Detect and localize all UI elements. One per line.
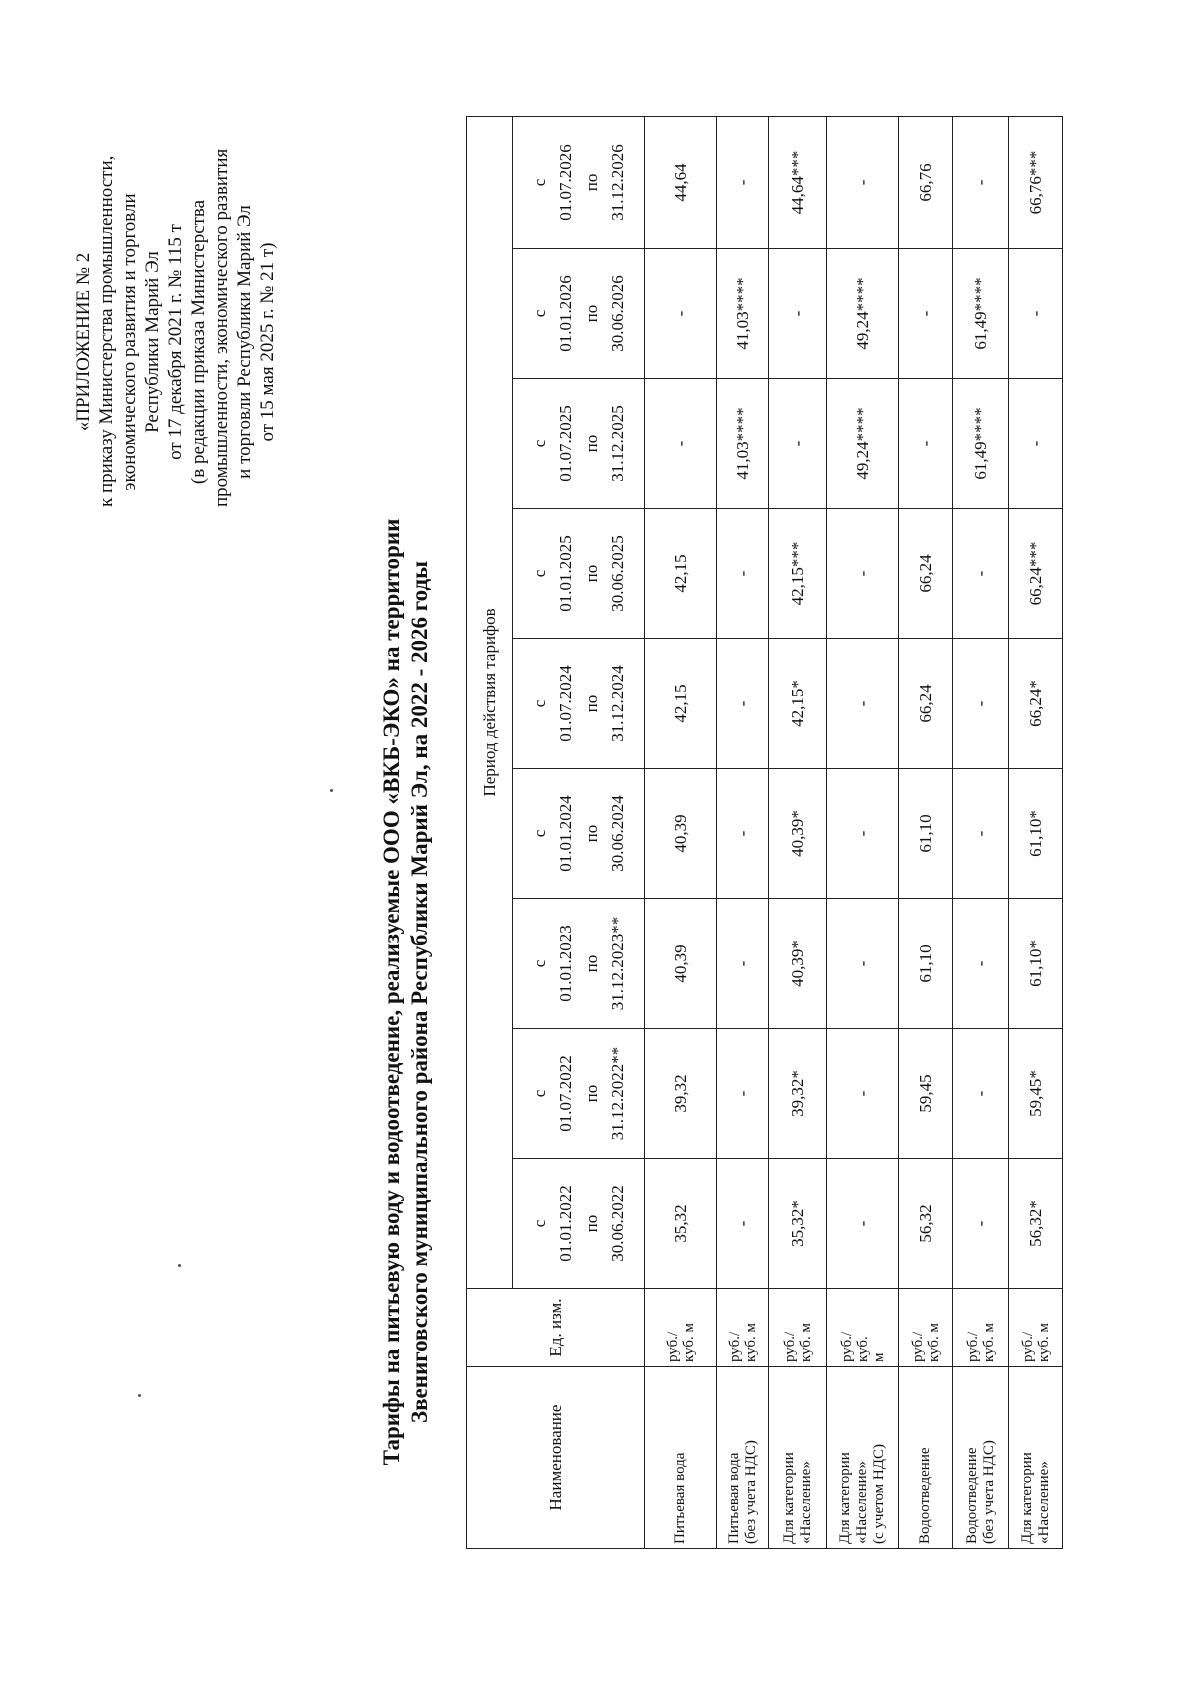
- period-header-cell: [513, 116, 645, 248]
- tariff-value-cell: 40,39*: [769, 769, 827, 899]
- tariff-value-cell: -: [827, 639, 899, 769]
- period-po: по: [581, 304, 601, 323]
- tariff-value-cell: 49,24****: [827, 379, 899, 509]
- row-unit-cell: [899, 1289, 953, 1367]
- tariff-value-cell: 66,76***: [1009, 116, 1063, 248]
- row-name-line: (без учета НДС): [980, 1440, 997, 1544]
- period-po: по: [581, 434, 601, 453]
- period-from: 01.01.2023: [555, 925, 575, 1002]
- tariff-value-cell: -: [899, 249, 953, 379]
- period-c: с: [529, 309, 549, 318]
- tariff-table-body: [645, 116, 1063, 1548]
- tariff-value-cell: -: [953, 1159, 1009, 1289]
- table-row: [827, 116, 899, 1548]
- period-to: 31.12.2024: [607, 665, 627, 742]
- scan-speck: [330, 789, 333, 792]
- header-line: Республики Марий Эл: [142, 251, 163, 433]
- tariff-value-cell: 61,10: [899, 899, 953, 1029]
- period-header-cell: [513, 1159, 645, 1289]
- tariff-value-cell: -: [827, 509, 899, 639]
- row-name-line: Для категории: [1018, 1452, 1035, 1544]
- tariff-value-cell: 61,49****: [953, 379, 1009, 509]
- row-unit-line: руб./: [726, 1331, 743, 1362]
- period-c: с: [529, 699, 549, 708]
- period-c: с: [529, 178, 549, 187]
- period-to: 30.06.2025: [607, 535, 627, 612]
- tariff-value-cell: 49,24****: [827, 249, 899, 379]
- tariff-value-cell: -: [717, 769, 769, 899]
- period-to: 31.12.2025: [607, 405, 627, 482]
- tariff-value-cell: 61,10*: [1009, 899, 1063, 1029]
- title-line-1: Тарифы на питьевую воду и водоотведение, реализуемые ООО «ВКБ-ЭКО» на территории: [379, 518, 404, 1466]
- tariff-value-cell: -: [717, 899, 769, 1029]
- period-c: с: [529, 829, 549, 838]
- row-unit-line: м: [870, 1352, 887, 1362]
- scan-speck: [138, 1394, 141, 1397]
- period-c: с: [529, 439, 549, 448]
- tariff-value-cell: -: [645, 379, 717, 509]
- tariff-value-cell: 59,45*: [1009, 1029, 1063, 1159]
- tariff-value-cell: -: [717, 509, 769, 639]
- period-from: 01.07.2022: [555, 1055, 575, 1132]
- tariff-value-cell: -: [1009, 379, 1063, 509]
- tariff-value-cell: 41,03****: [717, 249, 769, 379]
- tariff-value-cell: -: [953, 639, 1009, 769]
- tariff-value-cell: 61,49****: [953, 249, 1009, 379]
- row-name-line: «Население»: [1035, 1461, 1052, 1544]
- document-title: [378, 427, 434, 1557]
- table-row: [645, 116, 717, 1548]
- period-from: 01.01.2026: [555, 275, 575, 352]
- tariff-value-cell: 35,32*: [769, 1159, 827, 1289]
- period-from: 01.01.2025: [555, 535, 575, 612]
- row-name-line: Для категории: [780, 1452, 797, 1544]
- row-unit-cell: [1009, 1289, 1063, 1367]
- tariff-value-cell: -: [827, 1029, 899, 1159]
- tariff-value-cell: 40,39: [645, 769, 717, 899]
- header-line: промышленности, экономического развития: [211, 148, 232, 507]
- header-line: «ПРИЛОЖЕНИЕ № 2: [73, 252, 94, 432]
- header-line: (в редакции приказа Министерства: [188, 199, 209, 485]
- tariff-value-cell: 66,24: [899, 639, 953, 769]
- period-po: по: [581, 1084, 601, 1103]
- period-header-cell: [513, 249, 645, 379]
- period-to: 31.12.2023**: [607, 916, 627, 1011]
- period-header-cell: [513, 379, 645, 509]
- tariff-value-cell: -: [827, 769, 899, 899]
- row-name-line: (с учетом НДС): [871, 1444, 887, 1544]
- header-line: от 17 декабря 2021 г. № 115 т: [165, 224, 186, 460]
- header-line: к приказу Министерства промышленности,: [96, 155, 117, 507]
- tariff-value-cell: -: [953, 509, 1009, 639]
- header-line: и торговли Республики Марий Эл: [234, 205, 255, 479]
- tariff-value-cell: -: [827, 899, 899, 1029]
- title-line-2: Звениговского муниципального района Республики Марий Эл, на 2022 - 2026 годы: [407, 560, 432, 1424]
- row-name-cell: [645, 1367, 717, 1549]
- period-c: с: [529, 1089, 549, 1098]
- tariff-value-cell: -: [827, 1159, 899, 1289]
- row-unit-line: куб. м: [980, 1322, 997, 1362]
- row-unit-line: руб./: [1019, 1331, 1036, 1362]
- tariff-value-cell: 66,24: [899, 509, 953, 639]
- tariff-value-cell: 61,10*: [1009, 769, 1063, 899]
- table-row: [717, 116, 769, 1548]
- period-po: по: [581, 173, 601, 192]
- row-unit-line: куб. м: [925, 1322, 942, 1362]
- period-to: 30.06.2024: [607, 795, 627, 872]
- period-c: с: [529, 569, 549, 578]
- period-to: 31.12.2026: [607, 144, 627, 221]
- row-name-cell: [953, 1367, 1009, 1549]
- row-unit-cell: [645, 1289, 717, 1367]
- row-name-line: Для категории: [837, 1452, 853, 1544]
- period-header-cell: [513, 1029, 645, 1159]
- period-from: 01.07.2025: [555, 405, 575, 482]
- header-line: экономического развития и торговли: [119, 193, 140, 491]
- tariff-value-cell: 66,24***: [1009, 509, 1063, 639]
- tariff-value-cell: 44,64: [645, 116, 717, 248]
- row-name-cell: [717, 1367, 769, 1549]
- period-from: 01.01.2022: [555, 1185, 575, 1262]
- tariff-value-cell: -: [717, 639, 769, 769]
- period-header-cell: [513, 639, 645, 769]
- tariff-value-cell: -: [953, 1029, 1009, 1159]
- tariff-value-cell: 59,45: [899, 1029, 953, 1159]
- tariff-value-cell: -: [717, 116, 769, 248]
- tariff-value-cell: -: [645, 249, 717, 379]
- tariff-value-cell: 42,15: [645, 639, 717, 769]
- tariff-value-cell: -: [953, 116, 1009, 248]
- tariff-value-cell: -: [769, 379, 827, 509]
- tariff-value-cell: 42,15***: [769, 509, 827, 639]
- table-row: [1009, 116, 1063, 1548]
- tariff-value-cell: 42,15: [645, 509, 717, 639]
- period-to: 30.06.2026: [607, 275, 627, 352]
- row-name-line: Водоотведение: [963, 1447, 980, 1544]
- tariff-value-cell: -: [717, 1029, 769, 1159]
- tariff-value-cell: -: [717, 1159, 769, 1289]
- tariff-value-cell: 66,24*: [1009, 639, 1063, 769]
- period-to: 30.06.2022: [607, 1185, 627, 1262]
- row-name-line: Питьевая вода: [672, 1452, 688, 1544]
- period-po: по: [581, 1214, 601, 1233]
- row-name-line: (без учета НДС): [742, 1440, 759, 1544]
- tariff-value-cell: -: [1009, 249, 1063, 379]
- tariff-value-cell: 56,32: [899, 1159, 953, 1289]
- tariff-value-cell: 39,32*: [769, 1029, 827, 1159]
- period-to: 31.12.2022**: [607, 1046, 627, 1141]
- period-header-cell: [513, 509, 645, 639]
- tariff-value-cell: 40,39*: [769, 899, 827, 1029]
- tariff-table: [466, 116, 1063, 1549]
- row-name-cell: [769, 1367, 827, 1549]
- tariff-value-cell: 56,32*: [1009, 1159, 1063, 1289]
- row-unit-cell: [769, 1289, 827, 1367]
- row-unit-line: куб. м: [797, 1322, 814, 1362]
- table-row: [899, 116, 953, 1548]
- tariff-value-cell: 42,15*: [769, 639, 827, 769]
- tariff-value-cell: 66,76: [899, 116, 953, 248]
- row-name-cell: [827, 1367, 899, 1549]
- tariff-value-cell: -: [899, 379, 953, 509]
- tariff-value-cell: 61,10: [899, 769, 953, 899]
- tariff-value-cell: 40,39: [645, 899, 717, 1029]
- row-unit-line: руб./: [664, 1331, 681, 1362]
- row-unit-line: руб./: [909, 1331, 926, 1362]
- appendix-header: [72, 148, 279, 507]
- row-name-line: Питьевая вода: [725, 1452, 742, 1544]
- period-from: 01.07.2026: [555, 144, 575, 221]
- period-from: 01.07.2024: [555, 665, 575, 742]
- row-unit-line: куб. м: [1035, 1322, 1052, 1362]
- period-po: по: [581, 564, 601, 583]
- row-unit-line: руб./: [838, 1331, 855, 1362]
- tariff-value-cell: -: [769, 249, 827, 379]
- tariff-value-cell: 35,32: [645, 1159, 717, 1289]
- unit-column-header: Ед. изм.: [467, 1289, 645, 1367]
- row-name-cell: [1009, 1367, 1063, 1549]
- row-unit-line: куб.: [854, 1336, 871, 1362]
- row-name-line: Водоотведение: [917, 1447, 933, 1544]
- period-c: с: [529, 1219, 549, 1228]
- row-name-line: «Население»: [854, 1461, 870, 1544]
- period-header: Период действия тарифов: [467, 116, 513, 1288]
- period-header-cell: [513, 769, 645, 899]
- period-header-cell: [513, 899, 645, 1029]
- tariff-value-cell: 44,64***: [769, 116, 827, 248]
- tariff-value-cell: -: [953, 769, 1009, 899]
- period-c: с: [529, 959, 549, 968]
- table-row: [769, 116, 827, 1548]
- row-unit-line: руб./: [781, 1331, 798, 1362]
- row-unit-line: руб./: [964, 1331, 981, 1362]
- period-po: по: [581, 824, 601, 843]
- period-po: по: [581, 954, 601, 973]
- row-name-cell: [899, 1367, 953, 1549]
- period-po: по: [581, 694, 601, 713]
- scan-speck: [178, 1264, 181, 1267]
- tariff-value-cell: -: [953, 899, 1009, 1029]
- row-unit-cell: [953, 1289, 1009, 1367]
- row-unit-line: куб. м: [680, 1322, 697, 1362]
- table-row: [953, 116, 1009, 1548]
- row-unit-cell: [717, 1289, 769, 1367]
- row-unit-line: куб. м: [742, 1322, 759, 1362]
- row-name-line: «Население»: [797, 1461, 814, 1544]
- header-line: от 15 мая 2025 г. № 21 т): [257, 242, 278, 442]
- name-column-header: Наименование: [467, 1367, 645, 1549]
- tariff-value-cell: -: [827, 116, 899, 248]
- tariff-value-cell: 41,03****: [717, 379, 769, 509]
- period-from: 01.01.2024: [555, 795, 575, 872]
- tariff-value-cell: 39,32: [645, 1029, 717, 1159]
- row-unit-cell: [827, 1289, 899, 1367]
